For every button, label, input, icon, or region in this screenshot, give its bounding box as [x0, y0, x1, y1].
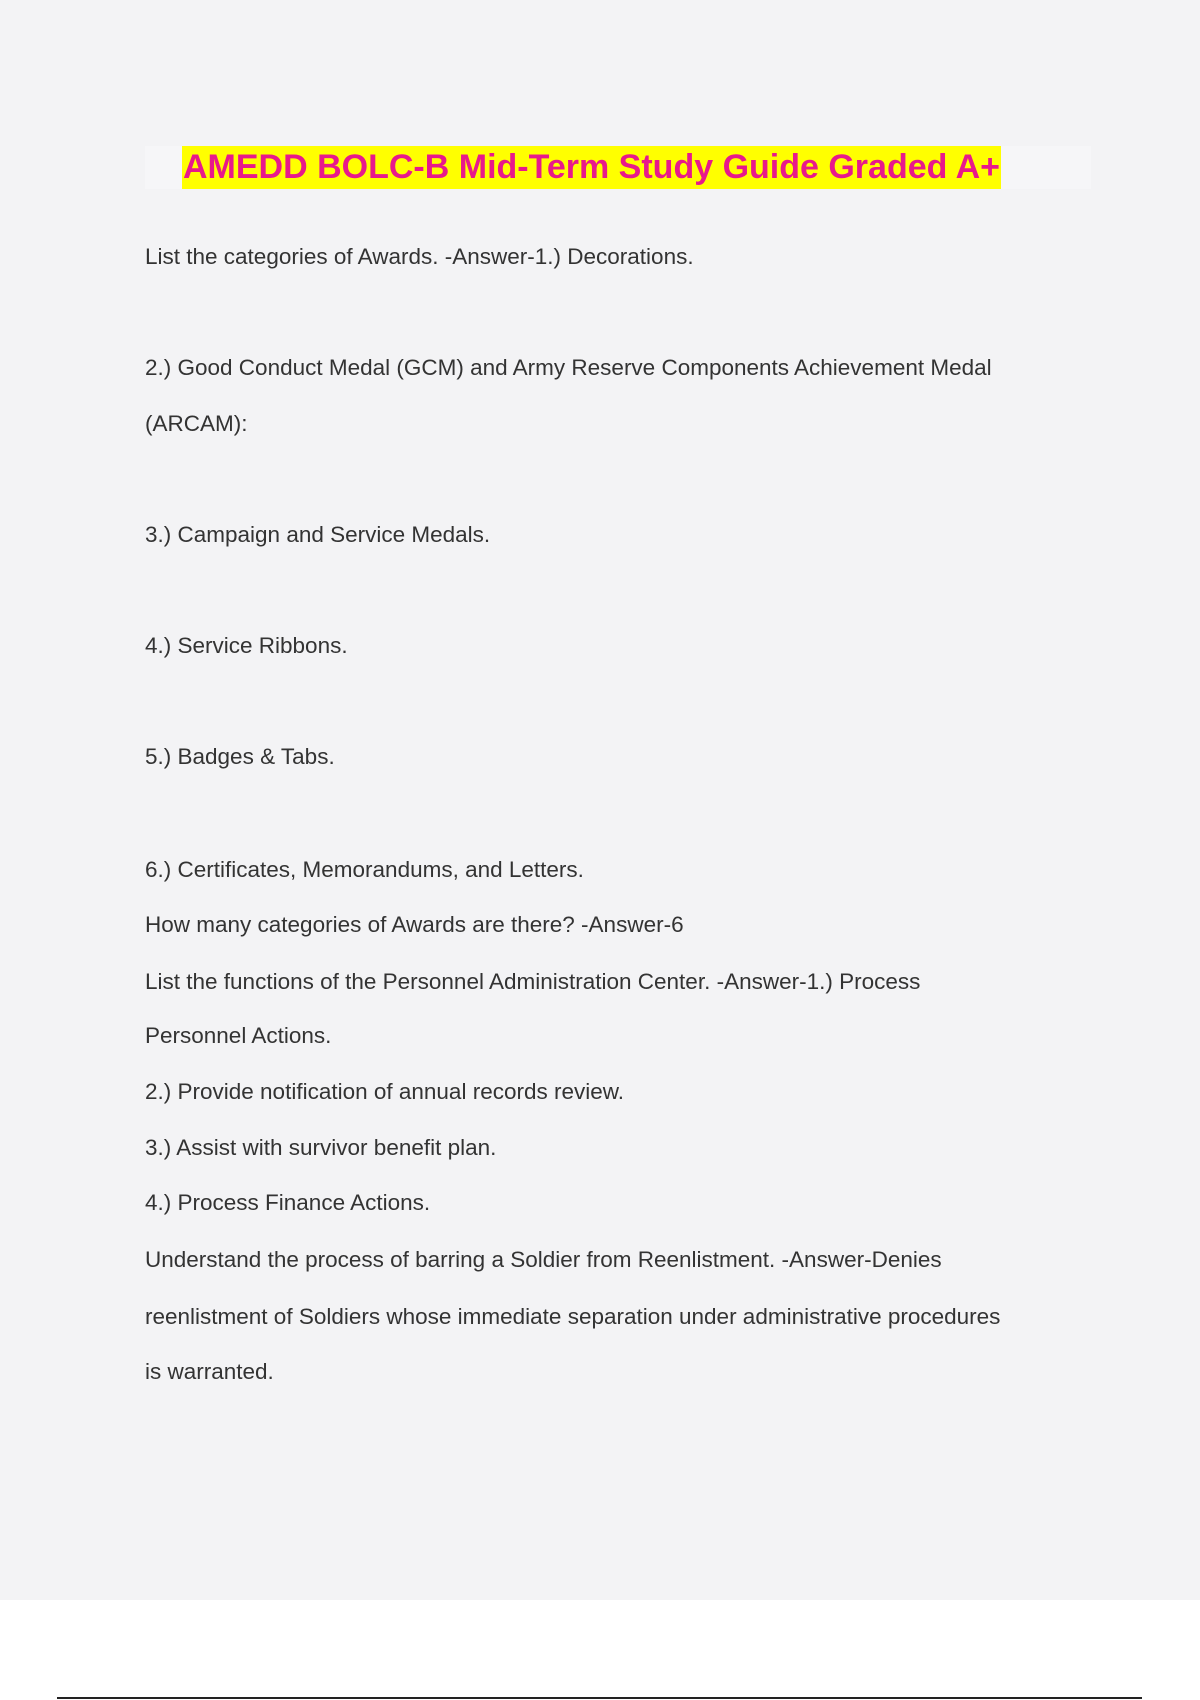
text-line: reenlistment of Soldiers whose immediate separation under administrative procedures [145, 1304, 1001, 1329]
text-line: 2.) Provide notification of annual records review. [145, 1079, 625, 1104]
text-line: 5.) Badges & Tabs. [145, 744, 335, 769]
text-line: List the categories of Awards. -Answer-1.) Decorations. [145, 244, 694, 269]
text-line: List the functions of the Personnel Administration Center. -Answer-1.) Process [145, 969, 921, 994]
text-line: 3.) Campaign and Service Medals. [145, 522, 491, 547]
text-line: (ARCAM): [145, 411, 248, 436]
document-title: AMEDD BOLC-B Mid-Term Study Guide Graded A+ [182, 146, 1001, 189]
text-line: 4.) Process Finance Actions. [145, 1190, 431, 1215]
text-line: 4.) Service Ribbons. [145, 633, 348, 658]
text-line: Understand the process of barring a Soldier from Reenlistment. -Answer-Denies [145, 1247, 942, 1272]
text-line: is warranted. [145, 1359, 274, 1384]
text-line: Personnel Actions. [145, 1023, 332, 1048]
text-line: 3.) Assist with survivor benefit plan. [145, 1135, 497, 1160]
text-line: 2.) Good Conduct Medal (GCM) and Army Reserve Components Achievement Medal [145, 355, 992, 380]
text-line: 6.) Certificates, Memorandums, and Letters. [145, 857, 584, 882]
text-line: How many categories of Awards are there? -Answer-6 [145, 912, 684, 937]
footer-divider [57, 1697, 1142, 1699]
